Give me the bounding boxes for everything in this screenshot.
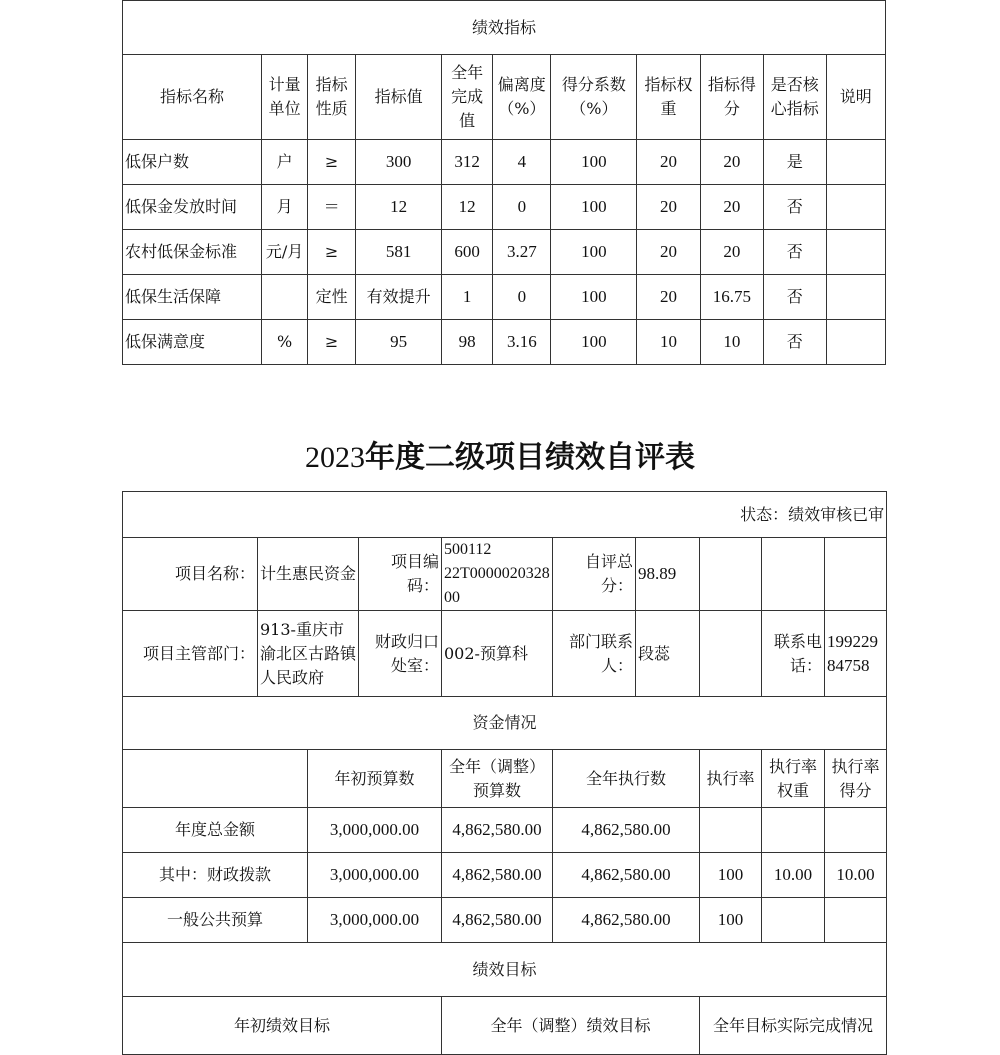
- column-header: 全年（调整）绩效目标: [442, 997, 700, 1055]
- deviation-cell: 0: [493, 275, 551, 320]
- dept-label: 项目主管部门：: [123, 611, 258, 697]
- unit-cell: 户: [262, 140, 308, 185]
- empty-cell: [123, 750, 308, 808]
- score-cell: 10: [700, 320, 763, 365]
- rate-weight-cell: [762, 898, 825, 943]
- execution-rate-cell: [700, 808, 762, 853]
- dept-info-row: [123, 611, 887, 697]
- rate-score-cell: [825, 898, 887, 943]
- adjusted-budget-cell: 4,862,580.00: [442, 898, 553, 943]
- core-flag-cell: 否: [764, 230, 826, 275]
- column-header: 偏离度（%）: [493, 55, 551, 140]
- table-row: [123, 808, 887, 853]
- goals-header-row: [123, 997, 887, 1055]
- initial-budget-cell: 3,000,000.00: [308, 853, 442, 898]
- initial-budget-cell: 3,000,000.00: [308, 898, 442, 943]
- table-row: [123, 185, 886, 230]
- weight-cell: 20: [637, 140, 700, 185]
- column-header: 全年（调整）预算数: [442, 750, 553, 808]
- core-flag-cell: 否: [764, 320, 826, 365]
- project-code-value: 500112 22T000002032800: [442, 538, 553, 611]
- status-text: 状态：绩效审核已审: [123, 492, 887, 538]
- empty-cell: [700, 611, 762, 697]
- contact-value: 段蕊: [636, 611, 700, 697]
- score-cell: 16.75: [700, 275, 763, 320]
- column-header: 是否核心指标: [764, 55, 826, 140]
- table-row: [123, 320, 886, 365]
- column-header: 执行率: [700, 750, 762, 808]
- deviation-cell: 4: [493, 140, 551, 185]
- coefficient-cell: 100: [551, 140, 637, 185]
- finance-value: 002-预算科: [442, 611, 553, 697]
- initial-budget-cell: 3,000,000.00: [308, 808, 442, 853]
- target-cell: 95: [356, 320, 442, 365]
- adjusted-budget-cell: 4,862,580.00: [442, 853, 553, 898]
- indicator-name: 农村低保金标准: [123, 230, 262, 275]
- column-header: 指标性质: [308, 55, 356, 140]
- funds-row-label: 年度总金额: [123, 808, 308, 853]
- coefficient-cell: 100: [551, 275, 637, 320]
- phone-value: 19922984758: [825, 611, 887, 697]
- execution-rate-cell: 100: [700, 898, 762, 943]
- column-header: 得分系数（%）: [551, 55, 637, 140]
- table-row: [123, 853, 887, 898]
- column-header: 全年完成值: [442, 55, 493, 140]
- funds-row-label: 其中：财政拨款: [123, 853, 308, 898]
- nature-cell: ≥: [308, 320, 356, 365]
- goals-section-header: 绩效目标: [123, 943, 887, 997]
- weight-cell: 20: [637, 185, 700, 230]
- executed-cell: 4,862,580.00: [553, 898, 700, 943]
- project-name-value: 计生惠民资金: [258, 538, 359, 611]
- finance-label: 财政归口处室：: [359, 611, 442, 697]
- nature-cell: ＝: [308, 185, 356, 230]
- actual-cell: 98: [442, 320, 493, 365]
- score-cell: 20: [700, 140, 763, 185]
- target-cell: 300: [356, 140, 442, 185]
- funds-section-header: 资金情况: [123, 697, 887, 750]
- section-header: 绩效指标: [123, 1, 886, 55]
- column-header: 年初绩效目标: [123, 997, 442, 1055]
- unit-cell: %: [262, 320, 308, 365]
- core-flag-cell: 否: [764, 275, 826, 320]
- page-title: [0, 432, 1000, 476]
- empty-cell: [825, 538, 887, 611]
- column-header: 指标得分: [700, 55, 763, 140]
- rate-weight-cell: [762, 808, 825, 853]
- executed-cell: 4,862,580.00: [553, 853, 700, 898]
- nature-cell: ≥: [308, 140, 356, 185]
- phone-label: 联系电话：: [762, 611, 825, 697]
- weight-cell: 20: [637, 230, 700, 275]
- note-cell: [826, 185, 886, 230]
- note-cell: [826, 275, 886, 320]
- deviation-cell: 3.16: [493, 320, 551, 365]
- indicator-name: 低保金发放时间: [123, 185, 262, 230]
- coefficient-cell: 100: [551, 320, 637, 365]
- project-code-label: 项目编码：: [359, 538, 442, 611]
- core-flag-cell: 是: [764, 140, 826, 185]
- indicator-name: 低保满意度: [123, 320, 262, 365]
- column-header: 执行率得分: [825, 750, 887, 808]
- table-row: [123, 230, 886, 275]
- self-evaluation-table: [122, 491, 887, 1055]
- table-row: [123, 275, 886, 320]
- executed-cell: 4,862,580.00: [553, 808, 700, 853]
- column-header: 指标权重: [637, 55, 700, 140]
- deviation-cell: 3.27: [493, 230, 551, 275]
- unit-cell: 元/月: [262, 230, 308, 275]
- adjusted-budget-cell: 4,862,580.00: [442, 808, 553, 853]
- performance-indicator-table: [122, 0, 886, 365]
- coefficient-cell: 100: [551, 185, 637, 230]
- self-score-label: 自评总分：: [553, 538, 636, 611]
- column-header: 说明: [826, 55, 886, 140]
- rate-score-cell: [825, 808, 887, 853]
- weight-cell: 10: [637, 320, 700, 365]
- rate-score-cell: 10.00: [825, 853, 887, 898]
- column-header: 执行率权重: [762, 750, 825, 808]
- title-text: 年度二级项目绩效自评表: [365, 440, 695, 475]
- table-row: [123, 898, 887, 943]
- actual-cell: 12: [442, 185, 493, 230]
- core-flag-cell: 否: [764, 185, 826, 230]
- indicator-name: 低保生活保障: [123, 275, 262, 320]
- weight-cell: 20: [637, 275, 700, 320]
- column-header: 指标名称: [123, 55, 262, 140]
- score-cell: 20: [700, 185, 763, 230]
- note-cell: [826, 230, 886, 275]
- table-header-row: [123, 55, 886, 140]
- actual-cell: 312: [442, 140, 493, 185]
- self-score-value: 98.89: [636, 538, 700, 611]
- unit-cell: 月: [262, 185, 308, 230]
- score-cell: 20: [700, 230, 763, 275]
- nature-cell: ≥: [308, 230, 356, 275]
- column-header: 指标值: [356, 55, 442, 140]
- rate-weight-cell: 10.00: [762, 853, 825, 898]
- column-header: 计量单位: [262, 55, 308, 140]
- title-year: 2023: [305, 441, 365, 474]
- actual-cell: 600: [442, 230, 493, 275]
- dept-value: 913-重庆市渝北区古路镇人民政府: [258, 611, 359, 697]
- project-info-row: [123, 538, 887, 611]
- nature-cell: 定性: [308, 275, 356, 320]
- target-cell: 有效提升: [356, 275, 442, 320]
- target-cell: 12: [356, 185, 442, 230]
- deviation-cell: 0: [493, 185, 551, 230]
- column-header: 全年执行数: [553, 750, 700, 808]
- empty-cell: [700, 538, 762, 611]
- target-cell: 581: [356, 230, 442, 275]
- note-cell: [826, 320, 886, 365]
- empty-cell: [762, 538, 825, 611]
- actual-cell: 1: [442, 275, 493, 320]
- column-header: 年初预算数: [308, 750, 442, 808]
- execution-rate-cell: 100: [700, 853, 762, 898]
- coefficient-cell: 100: [551, 230, 637, 275]
- table-row: [123, 140, 886, 185]
- indicator-name: 低保户数: [123, 140, 262, 185]
- funds-header-row: [123, 750, 887, 808]
- contact-label: 部门联系人：: [553, 611, 636, 697]
- unit-cell: [262, 275, 308, 320]
- note-cell: [826, 140, 886, 185]
- column-header: 全年目标实际完成情况: [700, 997, 887, 1055]
- funds-row-label: 一般公共预算: [123, 898, 308, 943]
- project-name-label: 项目名称：: [123, 538, 258, 611]
